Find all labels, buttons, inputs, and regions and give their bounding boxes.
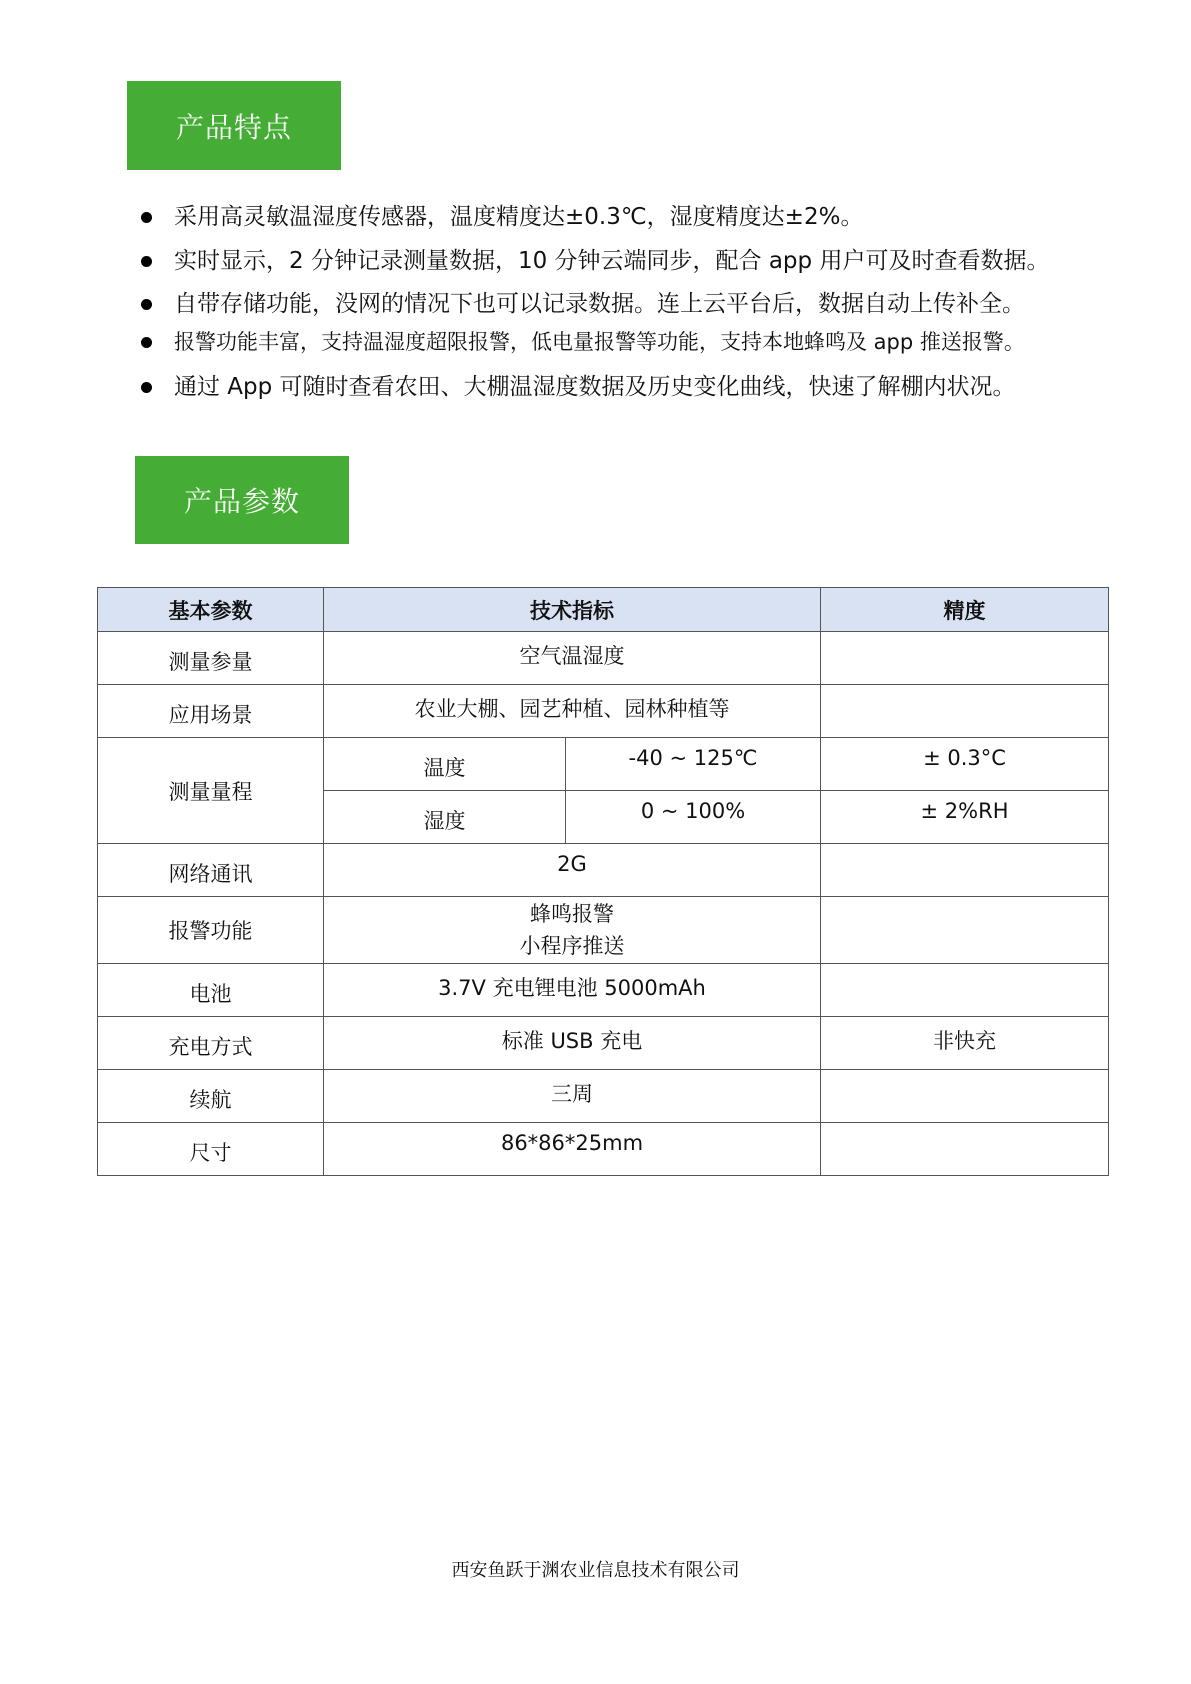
- alarm-value-line: 小程序推送: [519, 934, 625, 958]
- table-row: [98, 1123, 1109, 1176]
- row-precision: 非快充: [821, 1017, 1109, 1070]
- feature-item: [137, 247, 1117, 275]
- feature-text: 自带存储功能，没网的情况下也可以记录数据。连上云平台后，数据自动上传补全。: [174, 291, 1025, 317]
- table-row: [98, 738, 1109, 791]
- footer-company-name: 西安鱼跃于渊农业信息技术有限公司: [451, 1560, 740, 1581]
- row-label: 应用场景: [98, 685, 324, 738]
- table-row: [98, 632, 1109, 685]
- bullet-icon: [141, 382, 152, 393]
- row-value: 3.7V 充电锂电池 5000mAh: [324, 964, 821, 1017]
- row-precision: [821, 1123, 1109, 1176]
- feature-text: 报警功能丰富，支持温湿度超限报警，低电量报警等功能，支持本地蜂鸣及 app 推送报警。: [174, 330, 1025, 354]
- row-value: 农业大棚、园艺种植、园林种植等: [324, 685, 821, 738]
- header-tech-spec: 技术指标: [324, 588, 821, 632]
- row-value: [324, 897, 821, 964]
- range-temp-value: -40 ~ 125℃: [566, 738, 821, 791]
- range-humidity-name: 湿度: [324, 791, 566, 844]
- feature-item: [137, 290, 1117, 318]
- range-humidity-precision: ± 2%RH: [821, 791, 1109, 844]
- row-precision: [821, 844, 1109, 897]
- table-row: [98, 1017, 1109, 1070]
- feature-text: 实时显示，2 分钟记录测量数据，10 分钟云端同步，配合 app 用户可及时查看数据。: [174, 248, 1050, 274]
- table-row: [98, 685, 1109, 738]
- params-section-title: 产品参数: [135, 456, 349, 544]
- row-value: 2G: [324, 844, 821, 897]
- bullet-icon: [141, 256, 152, 267]
- header-precision: 精度: [821, 588, 1109, 632]
- feature-text: 通过 App 可随时查看农田、大棚温湿度数据及历史变化曲线，快速了解棚内状况。: [174, 374, 1016, 400]
- table-row: [98, 964, 1109, 1017]
- row-precision: [821, 897, 1109, 964]
- bullet-icon: [141, 212, 152, 223]
- feature-text: 采用高灵敏温湿度传感器，温度精度达±0.3℃，湿度精度达±2%。: [174, 204, 864, 230]
- row-label: 尺寸: [98, 1123, 324, 1176]
- row-value: 空气温湿度: [324, 632, 821, 685]
- row-label: 报警功能: [98, 897, 324, 964]
- row-label: 续航: [98, 1070, 324, 1123]
- bullet-icon: [141, 299, 152, 310]
- feature-item: [137, 328, 1117, 356]
- table-row: [98, 897, 1109, 964]
- params-table: [97, 587, 1109, 1176]
- features-list: [137, 203, 1117, 401]
- range-humidity-value: 0 ~ 100%: [566, 791, 821, 844]
- features-section-title: 产品特点: [127, 81, 341, 170]
- row-label: 网络通讯: [98, 844, 324, 897]
- feature-item: [137, 373, 1117, 401]
- row-precision: [821, 1070, 1109, 1123]
- header-basic-param: 基本参数: [98, 588, 324, 632]
- table-row: [98, 844, 1109, 897]
- row-precision: [821, 632, 1109, 685]
- row-value: 三周: [324, 1070, 821, 1123]
- table-header-row: [98, 588, 1109, 632]
- feature-item: [137, 203, 1117, 231]
- row-label: 电池: [98, 964, 324, 1017]
- row-precision: [821, 685, 1109, 738]
- row-value: 86*86*25mm: [324, 1123, 821, 1176]
- row-label: 充电方式: [98, 1017, 324, 1070]
- table-row: [98, 1070, 1109, 1123]
- row-label: 测量量程: [98, 738, 324, 844]
- range-temp-name: 温度: [324, 738, 566, 791]
- row-value: 标准 USB 充电: [324, 1017, 821, 1070]
- range-temp-precision: ± 0.3°C: [821, 738, 1109, 791]
- row-precision: [821, 964, 1109, 1017]
- bullet-icon: [141, 337, 152, 348]
- row-label: 测量参量: [98, 632, 324, 685]
- alarm-value-line: 蜂鸣报警: [530, 902, 614, 926]
